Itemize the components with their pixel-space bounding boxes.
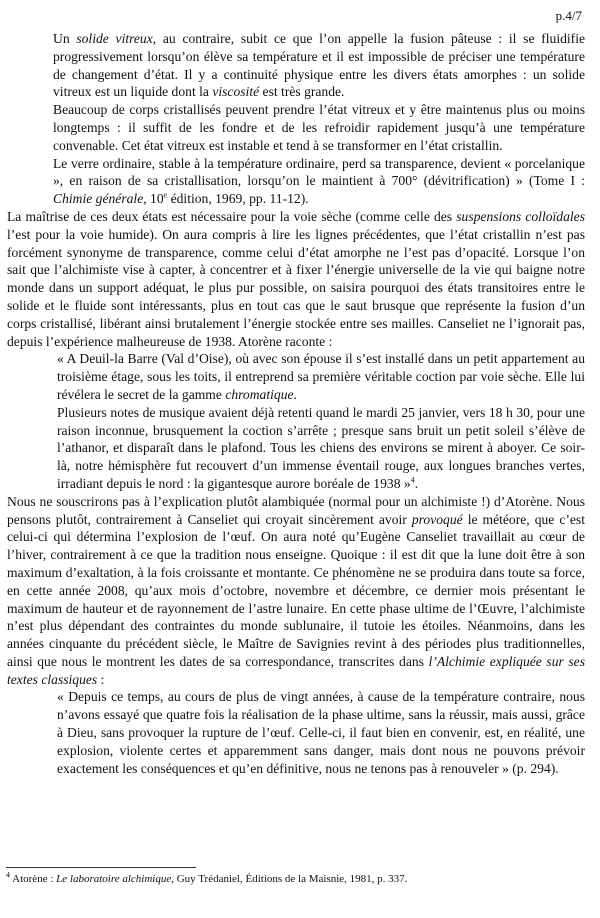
document-body [7, 30, 585, 777]
text-run: le météore, que c’est celui-ci qui détermina l’explosion de l’œuf. On aura noté qu’Eugène Canseliet travaillait au cœur de l’hiver, contrairement à ce que la tradition nous enseigne. Quoique : il est dit que la lune doit être à son maximum d’exaltation, à la fois croissante et montante. Ce phénomène ne se produira dans toute sa force, en cette année 2008, qu’aux mois d’octobre, novembre et décembre, ce dernier mois présentant le maximum de hauteur et de rayonnement de l’astre lunaire. En cette phase ultime de l’Œuvre, l’alchimiste n’est plus dépendant des contraintes du monde sublunaire, il tutoie les étoiles. Néanmoins, dans les années cinquante du précédent siècle, le Maître de Savignies revint à des périodes plus traditionnelles, ainsi que nous le montrent les dates de sa correspondance, transcrites dans [7, 511, 586, 669]
paragraph-verre-ordinaire [53, 155, 585, 208]
text-run: est très grande. [259, 84, 345, 100]
italic-term: provoqué [411, 511, 463, 527]
footnote [6, 872, 407, 886]
book-title: l’Alchimie expliquée sur ses textes classiques [7, 653, 585, 687]
text-run: . [414, 475, 419, 491]
italic-term: solide vitreux [76, 31, 153, 46]
book-title: Chimie générale [53, 191, 144, 207]
text-run: « A Deuil-la Barre (Val d’Oise), où avec son épouse il s’est installé dans un petit appartement au troisième étage, sous les toits, il entreprend sa première véritable coction par voie sèche. Elle lui révélera le secret de la gamme [57, 351, 585, 402]
text-run: . [293, 386, 297, 402]
superscript: e [163, 190, 168, 200]
text-run: , 10 [143, 191, 164, 207]
paragraph-corps-cristallises: Beaucoup de corps cristallisés peuvent prendre l’état vitreux et y être maintenus plus ou moins longtemps : il suffit de les fondre et de les refroidir rapidement jusqu’à une température convenable. Cet état vitreux est instable et tend à se transformer en l’état cristallin. [53, 102, 585, 153]
quote-deuil-la-barre [57, 350, 585, 403]
paragraph-maitrise [7, 208, 585, 350]
quote-depuis-ce-temps: « Depuis ce temps, au cours de plus de vingt années, à cause de la température contraire, nous n’avons essayé que quatre fois la réalisation de la phase ultime, sans la réussir, mais aussi, grâce à Dieu, sans provoquer la rupture de l’œuf. Celle-ci, il faut bien en convenir, est, en réalité, une explosion, violente certes et apparemment sans danger, mais dont nous ne pouvons prévoir exactement les conséquences et qu’en définitive, nous ne tenons pas à renouveler » (p. 294). [57, 689, 585, 776]
text-run: : [97, 671, 105, 687]
italic-term: chromatique [225, 386, 294, 402]
text-run: , Guy Trédaniel, Éditions de la Maisnie, 1981, p. 337. [171, 873, 408, 885]
paragraph-explication [7, 493, 585, 689]
text-run: La maîtrise de ces deux états est nécessaire pour la voie sèche (comme celle des [7, 208, 457, 224]
text-run: Nous ne souscrirons pas à l’explication plutôt alambiquée (normal pour un alchimiste !) d’Atorène. Nous pensons plutôt, contrairement à Canseliet qui croyait sincèrement avoir [7, 493, 585, 527]
text-run: édition, 1969, pp. 11-12). [167, 191, 309, 207]
italic-term: viscosité [212, 84, 260, 100]
book-title: Le laboratoire alchimique [56, 873, 172, 885]
text-run: Atorène : [10, 873, 57, 885]
page-number: p.4/7 [555, 8, 582, 23]
footnote-reference[interactable]: 4 [410, 475, 415, 485]
text-run: , au contraire, subit ce que l’on appelle la fusion pâteuse : il se fluidifie progressivement lorsqu’on élève sa température et il est impossible de préciser une température de changement d’état. Il y a continuité physique entre les divers états amorphes : un solide vitreux est un liquide dont la [53, 31, 586, 100]
text-run: l’est pour la voie humide). On aura compris à lire les lignes précédentes, que l’état cristallin n’est pas forcément synonyme de transparence, comme celui d’état amorphe ne l’est pas d’opacité. Lorsque l’on sait que l’alchimiste vise à capter, à concentrer et à fixer l’énergie universelle de la vie qui baigne notre monde dans un support adéquat, le plus pur possible, on saisira pourquoi des états transitoires entre le solide et le fluide sont intéressants, plus en tout cas que le saut brusque que représente la fusion d’un corps cristallisé, libérant ainsi brutalement l’énergie stockée entre ses mailles. Canseliet ne l’ignorait pas, depuis l’expérience malheureuse de 1938. Atorène raconte : [7, 226, 585, 349]
quote-notes-de-musique [57, 404, 585, 493]
footnote-number: 4 [6, 870, 10, 880]
text-run: Un [53, 31, 77, 46]
text-run: Le verre ordinaire, stable à la température ordinaire, perd sa transparence, devient « porcelanique », en raison de sa cristallisation, lorsqu’on le maintient à 700° (dévitrification) » (Tome I : [53, 155, 585, 189]
italic-term: suspensions colloïdales [456, 208, 585, 224]
paragraph-solide-vitreux [53, 30, 585, 101]
footnote-divider [6, 867, 196, 868]
text-run: Plusieurs notes de musique avaient déjà retenti quand le mardi 25 janvier, vers 18 h 30, pour une raison inconnue, brusquement la coction s’arrête ; presque sans bruit un petit soleil s’élève de l’athanor, et disparaît dans le plafond. Tous les chiens des environs se mirent à aboyer. Ce soir-là, notre hémisphère fut recouvert d’un immense éventail rouge, aux longues branches vertes, irradiant depuis le nord : la gigantesque aurore boréale de 1938 » [57, 404, 585, 491]
